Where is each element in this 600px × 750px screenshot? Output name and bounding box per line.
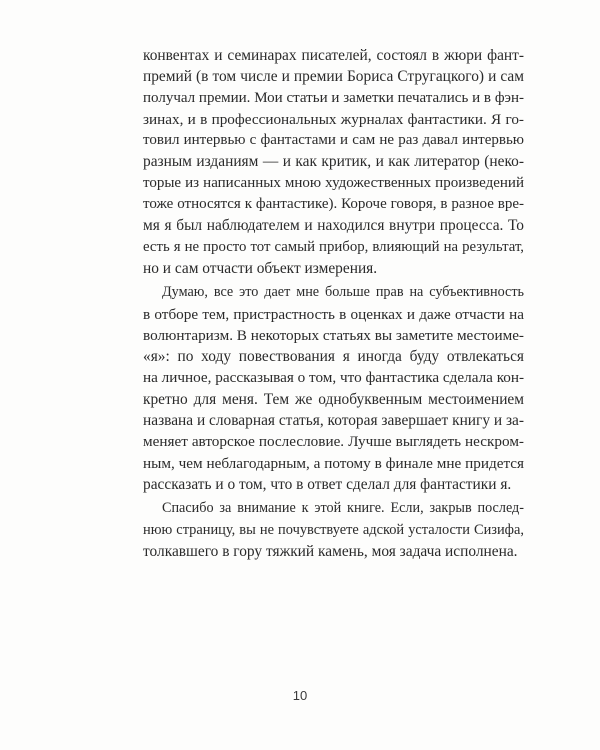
- text-line: зинах, и в профессиональных журналах фантастики. Я го-: [143, 110, 524, 128]
- text-line: Спасибо за внимание к этой книге. Если, закрыв послед-: [162, 500, 524, 517]
- text-line: меняет авторское послесловие. Лучше выглядеть нескром-: [143, 433, 524, 451]
- text-line: конвентах и семинарах писателей, состоял в жюри фант-: [143, 47, 524, 64]
- paragraph-2: [143, 282, 524, 495]
- text-line: «я»: по ходу повествования я иногда буду отвлекаться: [143, 348, 524, 366]
- text-line: мя я был наблюдателем и находился внутри процесса. То: [143, 217, 524, 235]
- text-line: в отборе тем, пристрастность в оценках и даже отчасти на: [143, 305, 524, 323]
- text-line: товил интервью с фантастами и сам не раз давал интервью: [143, 132, 524, 149]
- paragraph-1: [143, 45, 524, 279]
- text-line: толкавшего в гору тяжкий камень, моя задача исполнена.: [143, 542, 518, 560]
- body-text: [143, 45, 524, 565]
- page-number: 10: [292, 688, 308, 703]
- text-line: названа и словарная статья, которая завершает книгу и за-: [143, 412, 525, 430]
- text-line: рассказать и о том, что в ответ сделал для фантастики я.: [143, 475, 512, 493]
- text-line: торые из написанных мною художественных произведений: [143, 174, 524, 191]
- text-line: Думаю, все это дает мне больше прав на субъективность: [162, 284, 524, 301]
- text-line: тоже относятся к фантастике). Короче говоря, в разное вре-: [143, 196, 524, 213]
- text-line: разным изданиям — и как критик, и как литератор (неко-: [143, 153, 524, 171]
- text-line: волюнтаризм. В некоторых статьях вы заметите местоиме-: [143, 326, 524, 344]
- paragraph-3: [143, 498, 524, 562]
- text-line: ным, чем неблагодарным, а потому в финале мне придется: [143, 454, 524, 472]
- text-line: кретно для меня. Тем же однобуквенным местоимением: [143, 390, 524, 408]
- text-line: нюю страницу, вы не почувствуете адской усталости Сизифа,: [143, 521, 524, 538]
- text-line: получал премии. Мои статьи и заметки печатались и в фэн-: [143, 89, 524, 106]
- text-line: есть я не просто тот самый прибор, влияющий на результат,: [143, 238, 524, 255]
- text-line: но и сам отчасти объект измерения.: [143, 259, 378, 277]
- text-line: на личное, рассказывая о том, что фантастика сделала кон-: [143, 369, 525, 387]
- text-line: премий (в том числе и премии Бориса Стругацкого) и сам: [143, 68, 524, 86]
